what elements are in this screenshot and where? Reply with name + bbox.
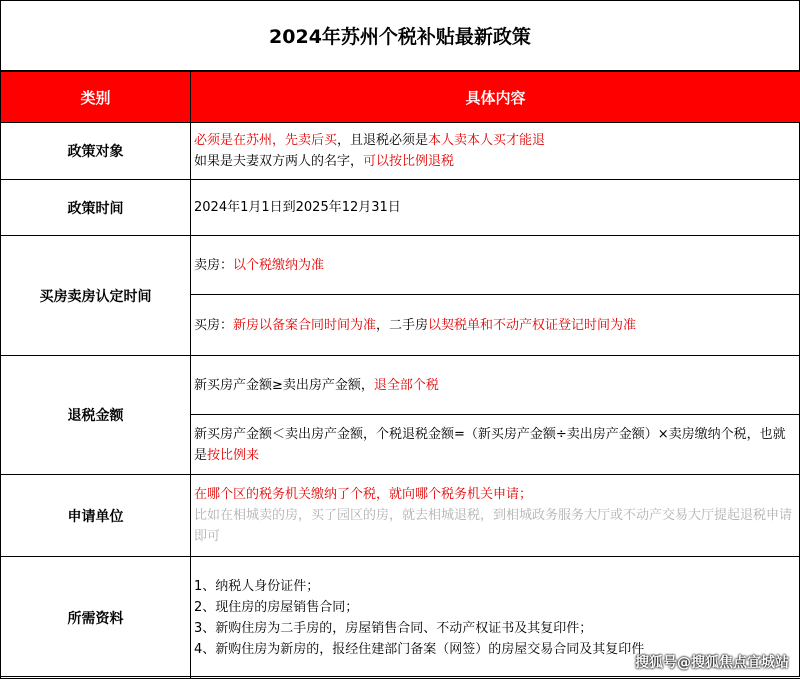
- text-red: 必须是在苏州，先卖后买: [194, 133, 337, 148]
- row-unit: [1, 475, 800, 557]
- text: ，且退税必须是: [337, 133, 428, 148]
- content-unit: [191, 475, 800, 557]
- category-recognition: 买房卖房认定时间: [1, 236, 191, 356]
- text: ，二手房: [376, 318, 428, 333]
- category-amount: 退税金额: [1, 356, 191, 475]
- row-target: [1, 123, 800, 180]
- text-gray: 比如在相城卖的房，买了园区的房，就去相城退税，到相城政务服务大厅或不动产交易大厅提起退税申请即可: [194, 505, 796, 547]
- category-docs: 所需资料: [1, 557, 191, 679]
- policy-table: [0, 71, 800, 679]
- table-header-row: [1, 72, 800, 123]
- text: 新买房产金额≥卖出房产金额，: [194, 378, 374, 393]
- text: 如果是夫妻双方两人的名字，: [194, 154, 363, 169]
- content-time: 2024年1月1日到2025年12月31日: [191, 180, 800, 236]
- content-sell: [191, 236, 800, 295]
- text-red: 按比例来: [207, 448, 259, 463]
- text: 卖房：: [194, 258, 233, 273]
- text-red: 可以按比例退税: [363, 154, 454, 169]
- text: 买房：: [194, 318, 233, 333]
- content-amount-2: [191, 415, 800, 475]
- content-amount-1: [191, 356, 800, 415]
- header-category: 类别: [1, 72, 191, 123]
- category-time: 政策时间: [1, 180, 191, 236]
- row-time: [1, 180, 800, 236]
- text-red: 在哪个区的税务机关缴纳了个税，就向哪个税务机关申请；: [194, 484, 796, 505]
- list-item: 3、新购住房为二手房的，房屋销售合同、不动产权证书及其复印件；: [194, 618, 796, 639]
- row-recognition-sell: [1, 236, 800, 295]
- page-title: 2024年苏州个税补贴最新政策: [1, 1, 799, 71]
- text: 新买房产金额＜卖出房产金额，个税退税金额=（新买房产金额÷卖出房产金额）×卖房缴纳个税，也就是: [194, 427, 786, 463]
- category-target: 政策对象: [1, 123, 191, 180]
- list-item: 4、新购住房为新房的，报经住建部门备案（网签）的房屋交易合同及其复印件: [194, 639, 796, 660]
- text-red: 本人卖本人买才能退: [428, 133, 545, 148]
- row-amount-1: [1, 356, 800, 415]
- list-item: 1、纳税人身份证件；: [194, 576, 796, 597]
- watermark: 搜狐号@搜狐焦点宜城站: [635, 652, 789, 672]
- content-buy: [191, 295, 800, 356]
- text-red: 新房以备案合同时间为准: [233, 318, 376, 333]
- text-red: 以个税缴纳为准: [233, 258, 324, 273]
- list-item: 2、现住房的房屋销售合同；: [194, 597, 796, 618]
- text-red: 退全部个税: [374, 378, 439, 393]
- text-red: 以契税单和不动产权证登记时间为准: [428, 318, 636, 333]
- header-content: 具体内容: [191, 72, 800, 123]
- content-target: [191, 123, 800, 180]
- category-unit: 申请单位: [1, 475, 191, 557]
